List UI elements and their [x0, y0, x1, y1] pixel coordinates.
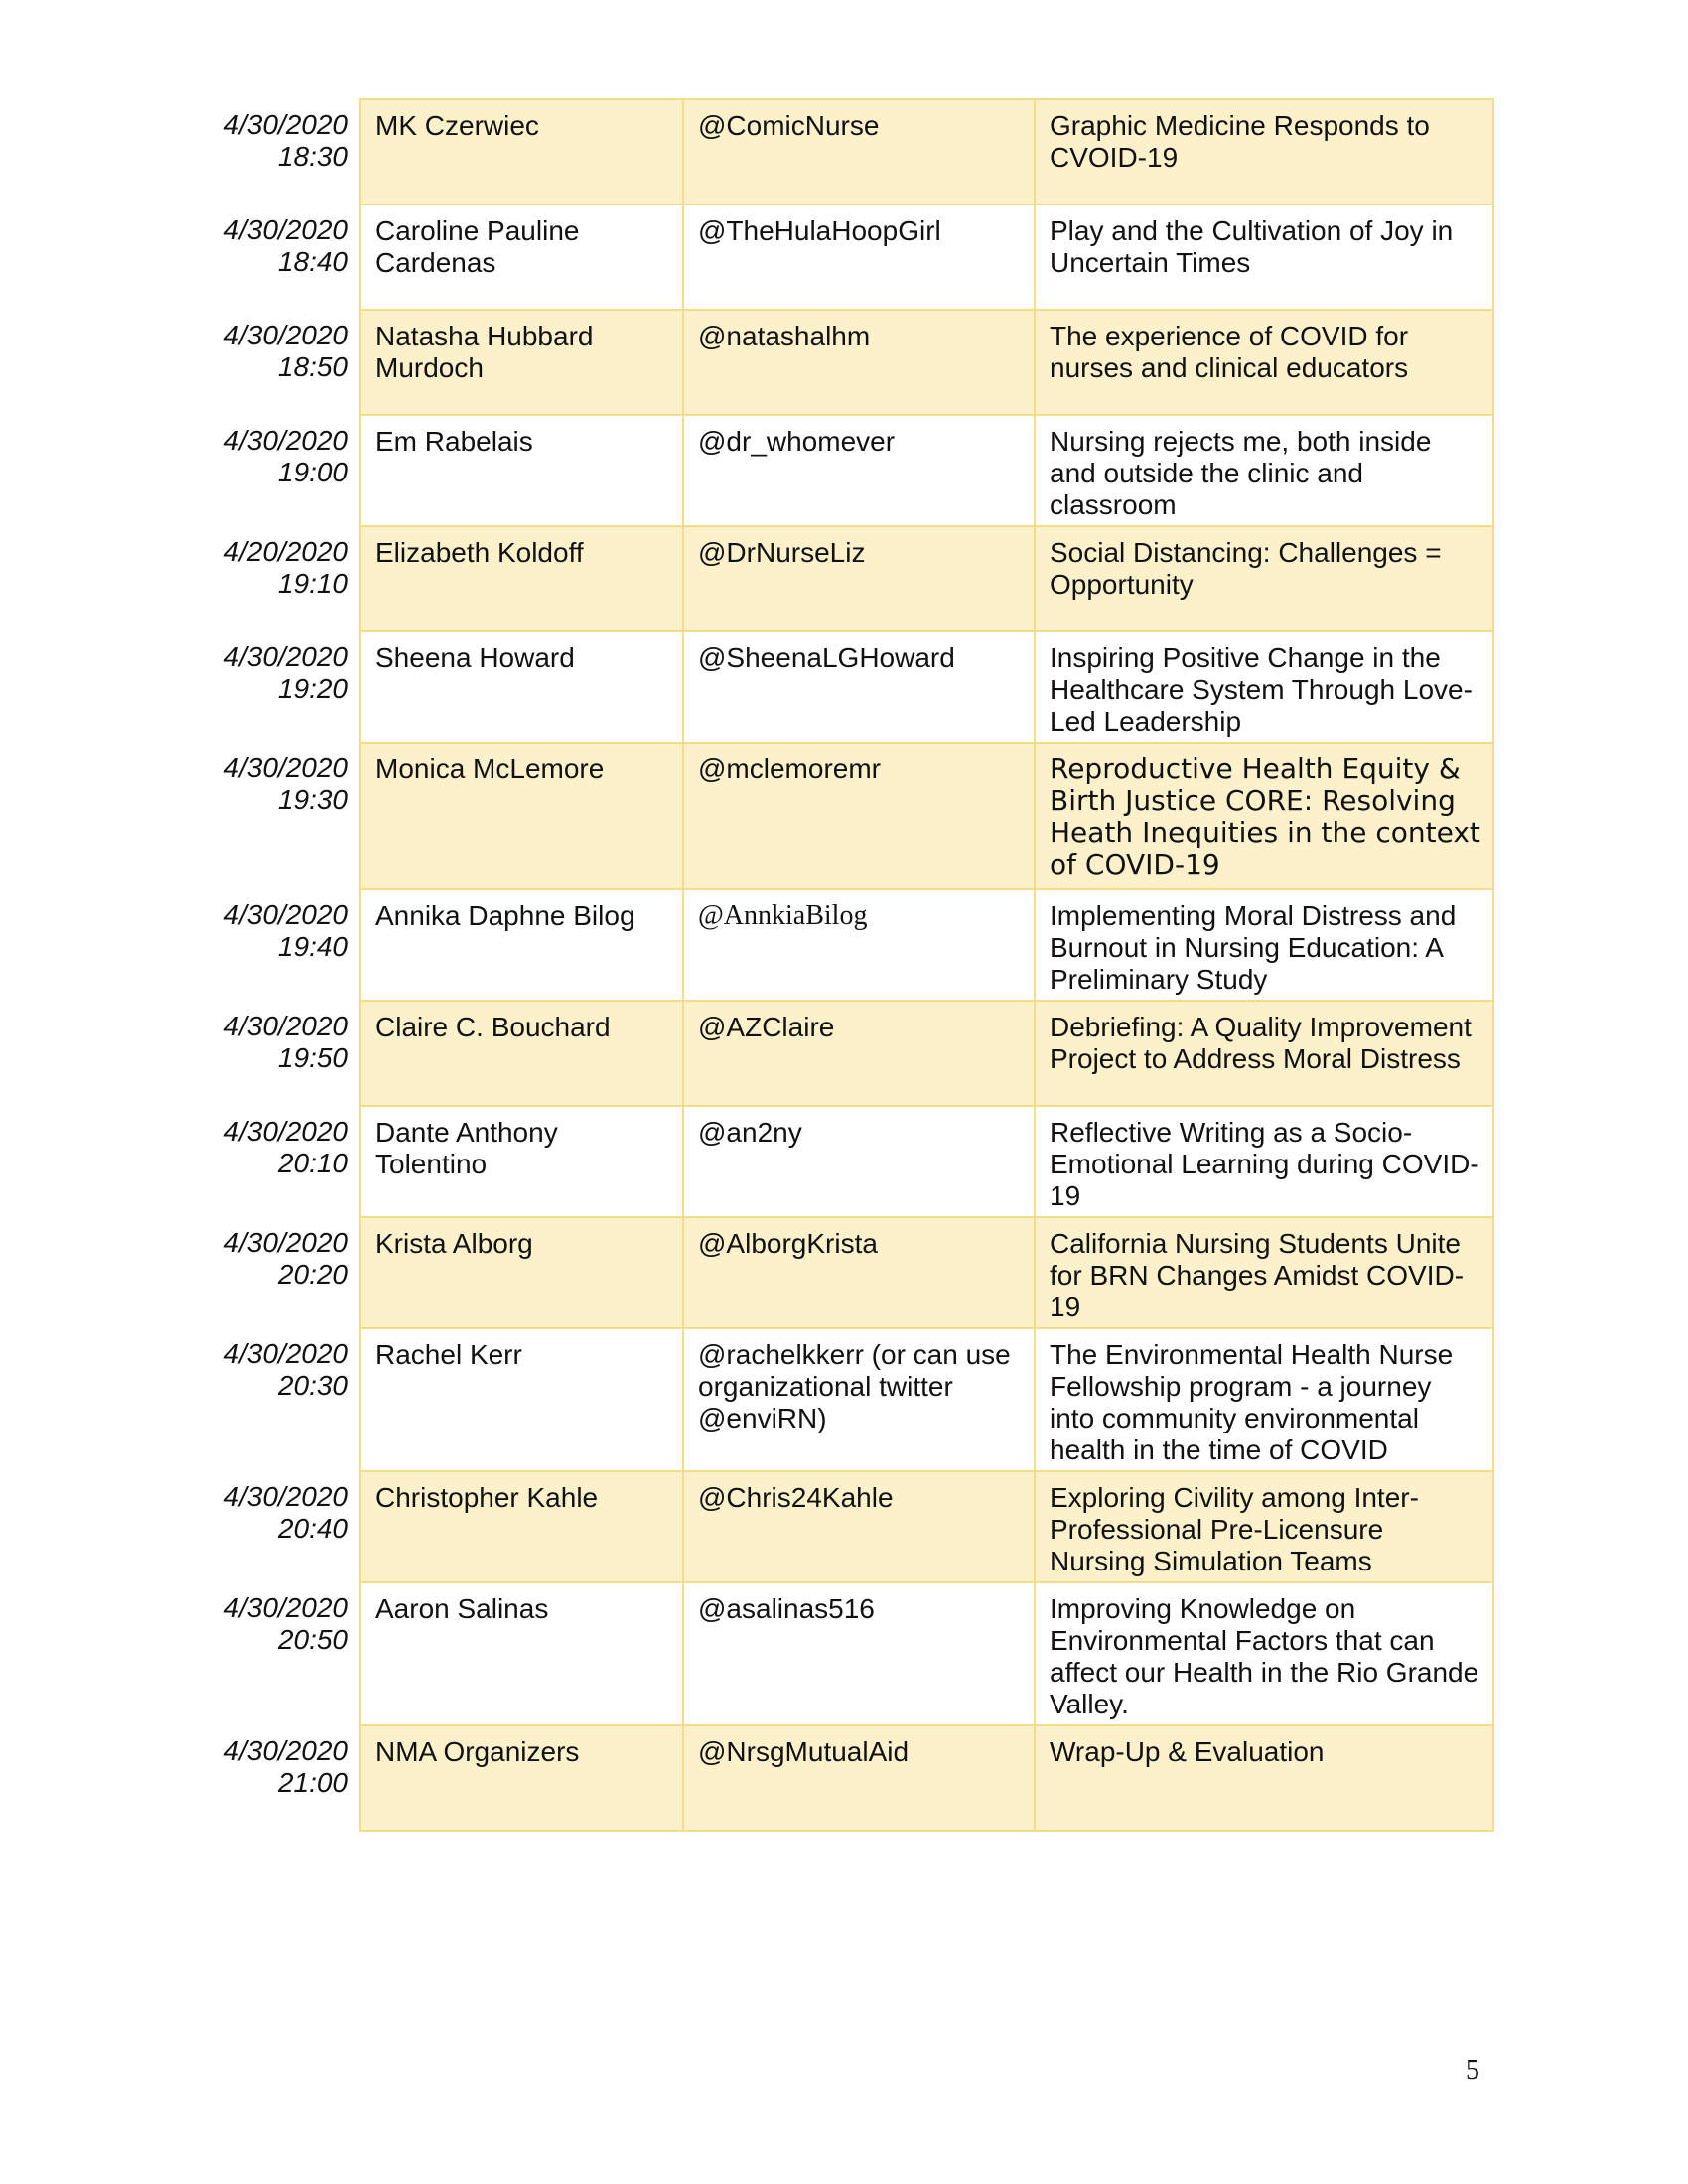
presenter-name: Aaron Salinas: [360, 1582, 683, 1725]
date-time-cell: [199, 310, 360, 415]
presenter-name: Claire C. Bouchard: [360, 1001, 683, 1106]
time: 18:30: [277, 141, 348, 172]
date: 4/30/2020: [223, 1011, 348, 1041]
presenter-name: Christopher Kahle: [360, 1471, 683, 1582]
talk-title: Reproductive Health Equity & Birth Justice CORE: Resolving Heath Inequities in the context of COVID-19: [1035, 743, 1493, 889]
time: 18:40: [277, 246, 348, 277]
date-time-cell: [199, 631, 360, 743]
twitter-handle: @mclemoremr: [683, 743, 1035, 889]
presenter-name: Rachel Kerr: [360, 1328, 683, 1471]
schedule-row: [199, 1471, 1493, 1582]
twitter-handle: @TheHulaHoopGirl: [683, 205, 1035, 310]
twitter-handle: @an2ny: [683, 1106, 1035, 1217]
date: 4/30/2020: [223, 641, 348, 672]
schedule-row: [199, 1328, 1493, 1471]
twitter-handle: @rachelkkerr (or can use organizational twitter @enviRN): [683, 1328, 1035, 1471]
presenter-name: Caroline Pauline Cardenas: [360, 205, 683, 310]
date: 4/30/2020: [223, 1116, 348, 1147]
talk-title: Play and the Cultivation of Joy in Uncertain Times: [1035, 205, 1493, 310]
date-time-cell: [199, 526, 360, 631]
date: 4/30/2020: [223, 752, 348, 783]
date: 4/30/2020: [223, 1592, 348, 1623]
schedule-row: [199, 526, 1493, 631]
twitter-handle: @AnnkiaBilog: [683, 889, 1035, 1001]
twitter-handle: @AZClaire: [683, 1001, 1035, 1106]
twitter-handle: @SheenaLGHoward: [683, 631, 1035, 743]
date-time-cell: [199, 99, 360, 205]
date: 4/30/2020: [223, 1735, 348, 1766]
talk-title: Improving Knowledge on Environmental Factors that can affect our Health in the Rio Grande Valley.: [1035, 1582, 1493, 1725]
presenter-name: MK Czerwiec: [360, 99, 683, 205]
schedule-row: [199, 743, 1493, 889]
date: 4/30/2020: [223, 320, 348, 350]
date: 4/30/2020: [223, 425, 348, 456]
time: 19:40: [277, 931, 348, 962]
date-time-cell: [199, 743, 360, 889]
date: 4/30/2020: [223, 109, 348, 140]
twitter-handle: @NrsgMutualAid: [683, 1725, 1035, 1831]
talk-title: Wrap-Up & Evaluation: [1035, 1725, 1493, 1831]
date: 4/30/2020: [223, 1227, 348, 1258]
time: 21:00: [277, 1767, 348, 1798]
time: 20:20: [277, 1259, 348, 1290]
date-time-cell: [199, 1217, 360, 1328]
twitter-handle: @DrNurseLiz: [683, 526, 1035, 631]
twitter-handle: @Chris24Kahle: [683, 1471, 1035, 1582]
presenter-name: Krista Alborg: [360, 1217, 683, 1328]
presenter-name: Elizabeth Koldoff: [360, 526, 683, 631]
schedule-row: [199, 310, 1493, 415]
schedule-row: [199, 1001, 1493, 1106]
talk-title: The Environmental Health Nurse Fellowship program - a journey into community environmental health in the time of COVID: [1035, 1328, 1493, 1471]
date: 4/30/2020: [223, 899, 348, 930]
talk-title: Graphic Medicine Responds to CVOID-19: [1035, 99, 1493, 205]
time: 19:00: [277, 457, 348, 487]
time: 18:50: [277, 351, 348, 382]
schedule-row: [199, 205, 1493, 310]
talk-title: Reflective Writing as a Socio-Emotional Learning during COVID-19: [1035, 1106, 1493, 1217]
time: 19:30: [277, 784, 348, 815]
presenter-name: Monica McLemore: [360, 743, 683, 889]
date-time-cell: [199, 1001, 360, 1106]
schedule-row: [199, 1582, 1493, 1725]
date-time-cell: [199, 1582, 360, 1725]
schedule-row: [199, 1217, 1493, 1328]
schedule-row: [199, 631, 1493, 743]
twitter-handle: @AlborgKrista: [683, 1217, 1035, 1328]
time: 19:50: [277, 1042, 348, 1073]
date: 4/30/2020: [223, 1338, 348, 1369]
time: 20:40: [277, 1513, 348, 1544]
date-time-cell: [199, 1471, 360, 1582]
twitter-handle: @asalinas516: [683, 1582, 1035, 1725]
date: 4/20/2020: [223, 536, 348, 567]
talk-title: Nursing rejects me, both inside and outside the clinic and classroom: [1035, 415, 1493, 526]
date-time-cell: [199, 415, 360, 526]
date: 4/30/2020: [223, 214, 348, 245]
time: 19:10: [277, 568, 348, 599]
presenter-name: Em Rabelais: [360, 415, 683, 526]
talk-title: Social Distancing: Challenges = Opportunity: [1035, 526, 1493, 631]
presenter-name: Annika Daphne Bilog: [360, 889, 683, 1001]
date-time-cell: [199, 889, 360, 1001]
page-number: 5: [1466, 2055, 1479, 2086]
talk-title: California Nursing Students Unite for BRN Changes Amidst COVID-19: [1035, 1217, 1493, 1328]
talk-title: Exploring Civility among Inter-Professional Pre-Licensure Nursing Simulation Teams: [1035, 1471, 1493, 1582]
twitter-handle: @natashalhm: [683, 310, 1035, 415]
date-time-cell: [199, 1328, 360, 1471]
time: 20:30: [277, 1370, 348, 1401]
date-time-cell: [199, 205, 360, 310]
talk-title: Debriefing: A Quality Improvement Project to Address Moral Distress: [1035, 1001, 1493, 1106]
talk-title: Inspiring Positive Change in the Healthcare System Through Love-Led Leadership: [1035, 631, 1493, 743]
time: 20:50: [277, 1624, 348, 1655]
presenter-name: Sheena Howard: [360, 631, 683, 743]
schedule-row: [199, 1725, 1493, 1831]
date: 4/30/2020: [223, 1481, 348, 1512]
twitter-handle: @ComicNurse: [683, 99, 1035, 205]
presenter-name: Natasha Hubbard Murdoch: [360, 310, 683, 415]
time: 19:20: [277, 673, 348, 704]
schedule-row: [199, 415, 1493, 526]
schedule-row: [199, 99, 1493, 205]
talk-title: The experience of COVID for nurses and clinical educators: [1035, 310, 1493, 415]
schedule-row: [199, 1106, 1493, 1217]
presenter-name: NMA Organizers: [360, 1725, 683, 1831]
talk-title: Implementing Moral Distress and Burnout in Nursing Education: A Preliminary Study: [1035, 889, 1493, 1001]
schedule-table: [199, 98, 1494, 1832]
time: 20:10: [277, 1148, 348, 1178]
date-time-cell: [199, 1725, 360, 1831]
presenter-name: Dante Anthony Tolentino: [360, 1106, 683, 1217]
twitter-handle: @dr_whomever: [683, 415, 1035, 526]
schedule-row: [199, 889, 1493, 1001]
date-time-cell: [199, 1106, 360, 1217]
